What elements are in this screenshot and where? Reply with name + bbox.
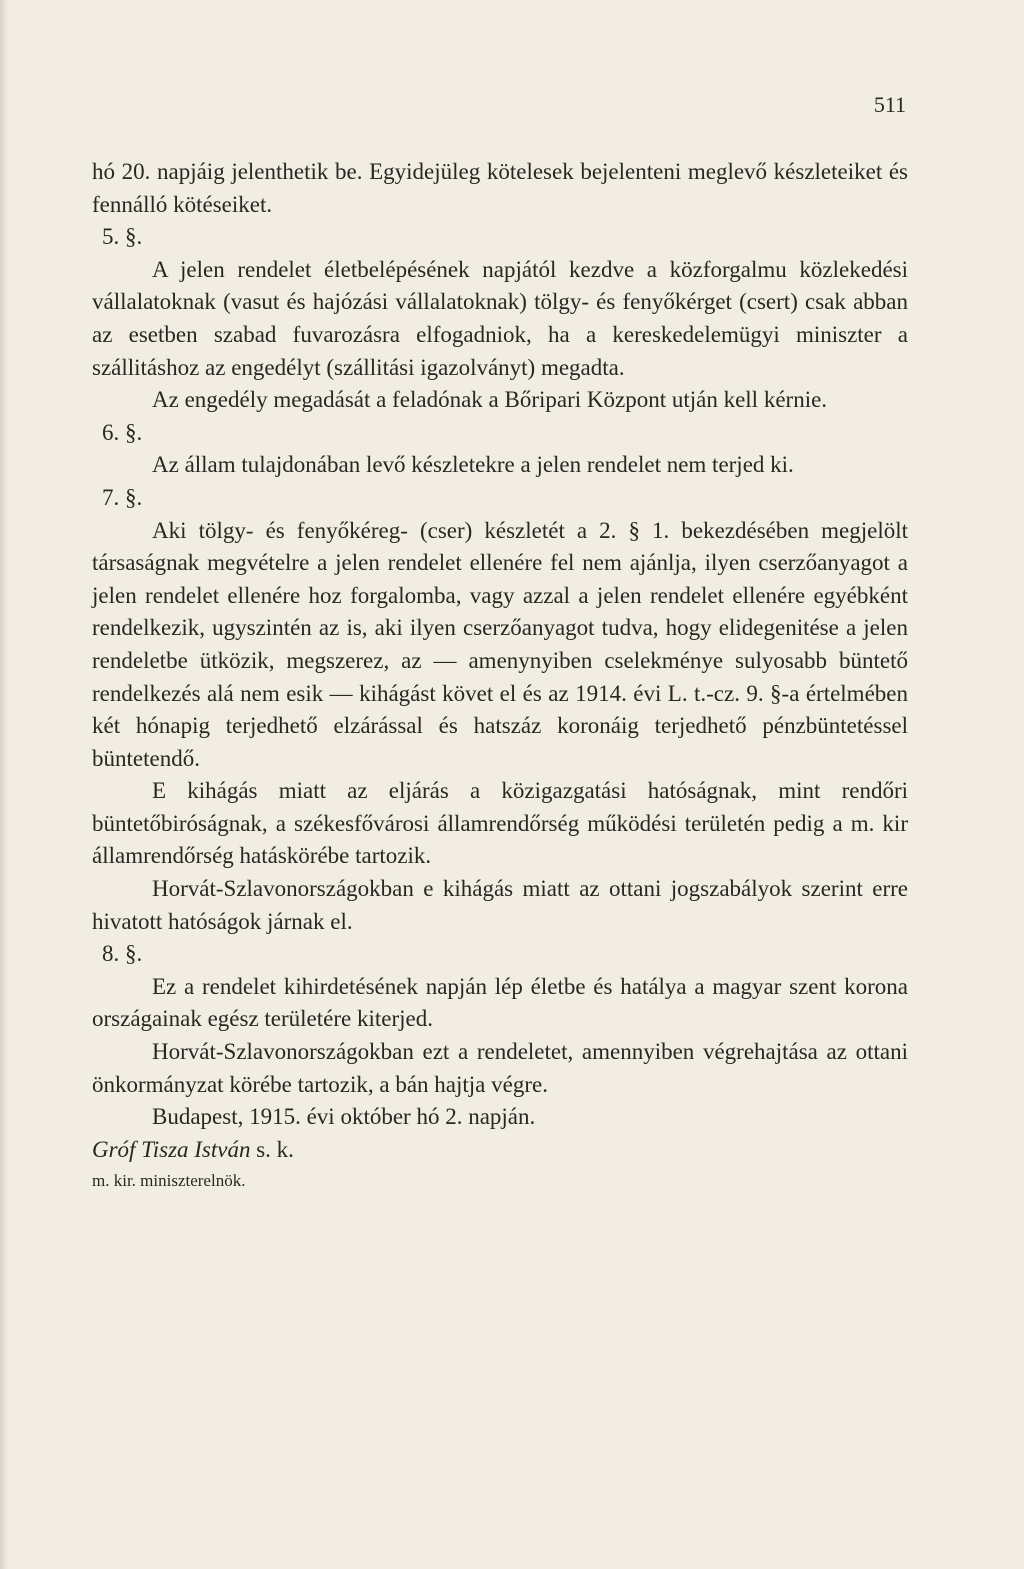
page-edge bbox=[0, 0, 8, 1569]
section-heading-5: 5. §. bbox=[102, 224, 143, 250]
paragraph-continuation: hó 20. napjáig jelenthetik be. Egyidejüleg kötelesek bejelenteni meglevő készleteiket és fennálló kötéseiket. bbox=[92, 159, 908, 217]
signature-line bbox=[92, 1134, 908, 1167]
section-heading-8: 8. §. bbox=[102, 941, 143, 967]
paragraph: Az állam tulajdonában levő készletekre a jelen rendelet nem terjed ki. bbox=[152, 452, 794, 478]
paragraph: Az engedély megadását a feladónak a Bőripari Központ utján kell kérnie. bbox=[152, 387, 828, 413]
paragraph: Horvát-Szlavonországokban ezt a rendeletet, amennyiben végrehajtása az ottani önkormányzat körébe tartozik, a bán hajtja végre. bbox=[92, 1039, 908, 1097]
paragraph-date: Budapest, 1915. évi október hó 2. napján. bbox=[152, 1104, 536, 1130]
paragraph: Aki tölgy- és fenyőkéreg- (cser) készletét a 2. § 1. bekezdésében megjelölt társaságnak megvételre a jelen rendelet ellenére fel nem ajánlja, ilyen cserzőanyagot a jelen rendelet ellenére hoz forgalomba, vagy azzal a jelen rendelet ellenére egyébként rendelkezik, ugyszintén az is, aki ilyen cserzőanyagot tudva, hogy elidegenitése a jelen rendeletbe ütközik, megszerez, az — amenynyiben cselekménye sulyosabb büntető rendelkezés alá nem esik — kihágást követ el és az 1914. évi L. t.-cz. 9. §-a értelmében két hónapig terjedhető elzárással és hatszáz koronáig terjedhető pénzbüntetéssel büntetendő. bbox=[92, 517, 908, 771]
paragraph: E kihágás miatt az eljárás a közigazgatási hatóságnak, mint rendőri büntetőbiróságnak, a székesfővárosi államrendőrség működési területén pedig a m. kir államrendőrség hatáskörébe tartozik. bbox=[92, 778, 908, 869]
paragraph: Ez a rendelet kihirdetésének napján lép életbe és hatálya a magyar szent korona országainak egész területére kiterjed. bbox=[92, 973, 908, 1032]
paragraph: A jelen rendelet életbelépésének napjától kezdve a közforgalmu közlekedési vállalatoknak (vasut és hajózási vállalatoknak) tölgy- és fenyőkérget (csert) csak abban az esetben szabad fuvarozásra elfogadniok, ha a kereskedelemügyi miniszter a szállitáshoz az engedélyt (szállitási igazolványt) megadta. bbox=[92, 256, 908, 380]
signatory-name: Gróf Tisza István bbox=[92, 1136, 251, 1162]
paragraph: Horvát-Szlavonországokban e kihágás miatt az ottani jogszabályok szerint erre hivatott hatóságok járnak el. bbox=[92, 876, 908, 934]
document-body bbox=[92, 156, 908, 1196]
page-number: 511 bbox=[873, 92, 906, 117]
section-heading-7: 7. §. bbox=[102, 484, 143, 510]
signature-suffix: s. k. bbox=[256, 1136, 294, 1162]
signatory-title: m. kir. miniszterelnök. bbox=[92, 1171, 246, 1191]
section-heading-6: 6. §. bbox=[102, 419, 143, 445]
